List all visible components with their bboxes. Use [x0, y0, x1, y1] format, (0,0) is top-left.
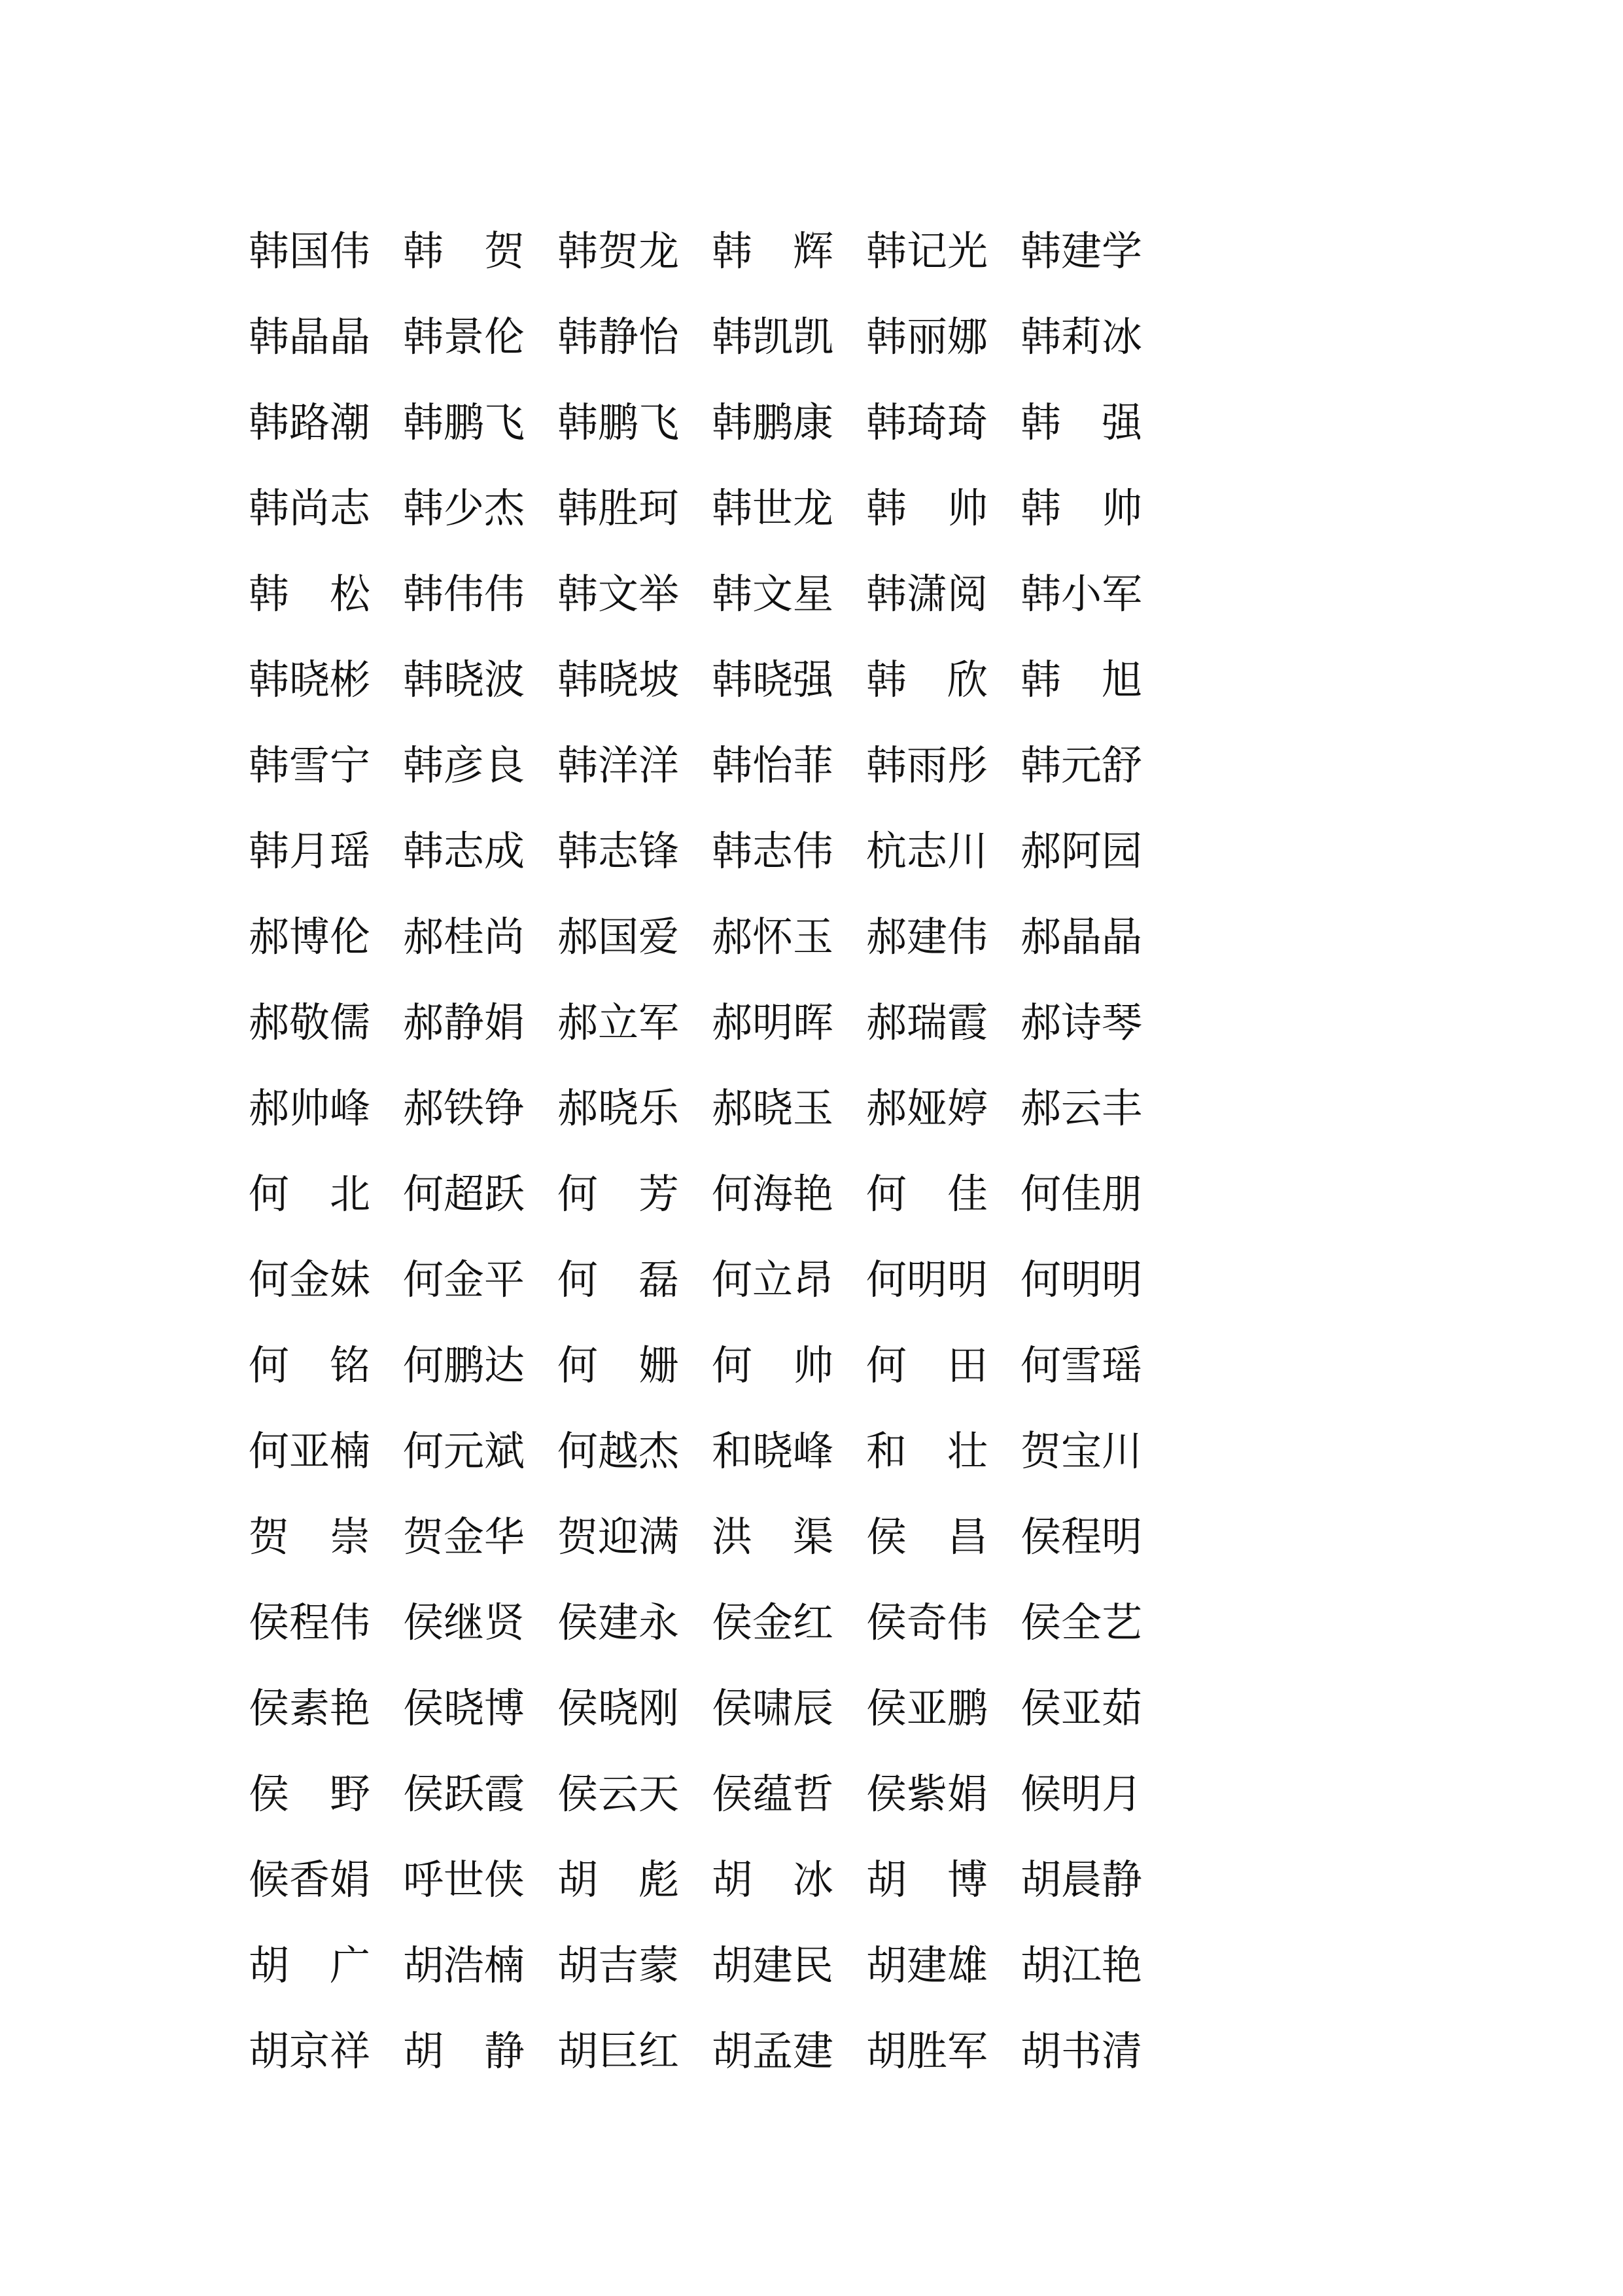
- name-row: [249, 894, 1164, 980]
- name-entry: 何超跃: [403, 1170, 525, 1218]
- name-entry: 韩莉冰: [1021, 313, 1143, 361]
- name-entry: 韩 贺: [403, 227, 525, 275]
- name-list: [249, 208, 1164, 2094]
- name-entry: 胡吉蒙: [557, 1941, 680, 1989]
- name-entry: 洪 渠: [712, 1513, 834, 1561]
- name-entry: 何鹏达: [403, 1341, 525, 1389]
- name-row: [249, 980, 1164, 1065]
- name-row: [249, 1151, 1164, 1237]
- name-entry: 韩文星: [712, 570, 834, 618]
- name-entry: 何海艳: [712, 1170, 834, 1218]
- name-entry: 韩志伟: [712, 827, 834, 875]
- name-entry: 何亚楠: [249, 1427, 371, 1475]
- name-entry: 韩小军: [1021, 570, 1143, 618]
- name-entry: 韩 旭: [1021, 656, 1143, 703]
- name-entry: 何雪瑶: [1021, 1341, 1143, 1389]
- name-row: [249, 1665, 1164, 1751]
- name-row: [249, 1580, 1164, 1665]
- name-entry: 郝怀玉: [712, 913, 834, 961]
- name-entry: 候香娟: [249, 1856, 371, 1903]
- name-entry: 韩景伦: [403, 313, 525, 361]
- name-entry: 郝铁铮: [403, 1084, 525, 1132]
- name-entry: 胡巨红: [557, 2027, 680, 2075]
- name-entry: 侯 野: [249, 1770, 371, 1818]
- name-entry: 韩静怡: [557, 313, 680, 361]
- name-entry: 韩少杰: [403, 484, 525, 532]
- name-entry: 呼世侠: [403, 1856, 525, 1903]
- name-entry: 郝明晖: [712, 998, 834, 1046]
- name-entry: 何 磊: [557, 1256, 680, 1303]
- name-entry: 何元斌: [403, 1427, 525, 1475]
- name-entry: 何明明: [866, 1256, 988, 1303]
- name-row: [249, 208, 1164, 294]
- name-entry: 郝娅婷: [866, 1084, 988, 1132]
- name-row: [249, 637, 1164, 722]
- name-entry: 何明明: [1021, 1256, 1143, 1303]
- name-entry: 何 北: [249, 1170, 371, 1218]
- name-entry: 郝诗琴: [1021, 998, 1143, 1046]
- name-entry: 郝静娟: [403, 998, 525, 1046]
- name-entry: 侯金红: [712, 1598, 834, 1646]
- name-entry: 韩鹏康: [712, 398, 834, 446]
- name-entry: 侯跃霞: [403, 1770, 525, 1818]
- name-entry: 韩潇阅: [866, 570, 988, 618]
- name-entry: 韩记光: [866, 227, 988, 275]
- name-row: [249, 1922, 1164, 2008]
- name-row: [249, 1065, 1164, 1151]
- name-entry: 胡晨静: [1021, 1856, 1143, 1903]
- name-entry: 和晓峰: [712, 1427, 834, 1475]
- name-entry: 韩尚志: [249, 484, 371, 532]
- name-entry: 何立昂: [712, 1256, 834, 1303]
- name-entry: 侯晓刚: [557, 1684, 680, 1732]
- name-entry: 郝阿园: [1021, 827, 1143, 875]
- name-entry: 韩伟伟: [403, 570, 525, 618]
- name-entry: 胡孟建: [712, 2027, 834, 2075]
- name-row: [249, 1237, 1164, 1322]
- name-row: [249, 722, 1164, 808]
- name-entry: 胡 静: [403, 2027, 525, 2075]
- name-entry: 侯全艺: [1021, 1598, 1143, 1646]
- name-row: [249, 551, 1164, 637]
- name-entry: 候明月: [1021, 1770, 1143, 1818]
- name-entry: 郝云丰: [1021, 1084, 1143, 1132]
- name-entry: 侯建永: [557, 1598, 680, 1646]
- name-entry: 韩丽娜: [866, 313, 988, 361]
- name-entry: 侯继贤: [403, 1598, 525, 1646]
- name-row: [249, 1322, 1164, 1408]
- name-entry: 何 铭: [249, 1341, 371, 1389]
- name-entry: 郝帅峰: [249, 1084, 371, 1132]
- name-entry: 贺迎满: [557, 1513, 680, 1561]
- name-entry: 何 芳: [557, 1170, 680, 1218]
- name-entry: 侯素艳: [249, 1684, 371, 1732]
- name-entry: 侯亚茹: [1021, 1684, 1143, 1732]
- name-entry: 郝敬儒: [249, 998, 371, 1046]
- name-entry: 韩世龙: [712, 484, 834, 532]
- name-entry: 郝建伟: [866, 913, 988, 961]
- name-entry: 韩志锋: [557, 827, 680, 875]
- name-entry: 何金妹: [249, 1256, 371, 1303]
- name-entry: 杭志川: [866, 827, 988, 875]
- name-entry: 韩晓彬: [249, 656, 371, 703]
- name-entry: 胡胜军: [866, 2027, 988, 2075]
- name-entry: 郝立军: [557, 998, 680, 1046]
- name-entry: 郝晓玉: [712, 1084, 834, 1132]
- name-row: [249, 808, 1164, 894]
- name-entry: 韩鹏飞: [403, 398, 525, 446]
- name-entry: 韩元舒: [1021, 741, 1143, 789]
- name-entry: 侯紫娟: [866, 1770, 988, 1818]
- name-entry: 胡 彪: [557, 1856, 680, 1903]
- name-row: [249, 465, 1164, 551]
- name-entry: 韩晓强: [712, 656, 834, 703]
- name-entry: 贺宝川: [1021, 1427, 1143, 1475]
- name-row: [249, 1837, 1164, 1922]
- name-row: [249, 1494, 1164, 1580]
- name-entry: 韩志成: [403, 827, 525, 875]
- name-entry: 侯程明: [1021, 1513, 1143, 1561]
- name-entry: 韩建学: [1021, 227, 1143, 275]
- name-entry: 何 佳: [866, 1170, 988, 1218]
- name-entry: 郝国爱: [557, 913, 680, 961]
- name-entry: 侯 昌: [866, 1513, 988, 1561]
- name-entry: 郝桂尚: [403, 913, 525, 961]
- name-entry: 韩晶晶: [249, 313, 371, 361]
- name-entry: 韩凯凯: [712, 313, 834, 361]
- name-entry: 贺 崇: [249, 1513, 371, 1561]
- name-row: [249, 2008, 1164, 2094]
- name-entry: 韩晓坡: [557, 656, 680, 703]
- name-entry: 胡 博: [866, 1856, 988, 1903]
- name-entry: 韩文举: [557, 570, 680, 618]
- name-entry: 韩 辉: [712, 227, 834, 275]
- name-entry: 韩国伟: [249, 227, 371, 275]
- name-entry: 何金平: [403, 1256, 525, 1303]
- name-entry: 何佳朋: [1021, 1170, 1143, 1218]
- name-row: [249, 294, 1164, 380]
- name-entry: 和 壮: [866, 1427, 988, 1475]
- name-entry: 侯奇伟: [866, 1598, 988, 1646]
- name-row: [249, 1408, 1164, 1494]
- name-entry: 侯云天: [557, 1770, 680, 1818]
- name-entry: 韩 帅: [1021, 484, 1143, 532]
- name-entry: 胡浩楠: [403, 1941, 525, 1989]
- name-entry: 韩月瑶: [249, 827, 371, 875]
- name-entry: 韩 帅: [866, 484, 988, 532]
- name-entry: 韩 欣: [866, 656, 988, 703]
- name-entry: 郝晓乐: [557, 1084, 680, 1132]
- name-entry: 韩彦良: [403, 741, 525, 789]
- name-entry: 胡书清: [1021, 2027, 1143, 2075]
- name-entry: 韩琦琦: [866, 398, 988, 446]
- name-entry: 侯亚鹏: [866, 1684, 988, 1732]
- name-row: [249, 380, 1164, 465]
- name-entry: 郝晶晶: [1021, 913, 1143, 961]
- name-entry: 韩洋洋: [557, 741, 680, 789]
- name-entry: 韩鹏飞: [557, 398, 680, 446]
- name-entry: 侯啸辰: [712, 1684, 834, 1732]
- name-entry: 胡 广: [249, 1941, 371, 1989]
- name-entry: 韩雪宁: [249, 741, 371, 789]
- name-entry: 韩路潮: [249, 398, 371, 446]
- name-entry: 韩 松: [249, 570, 371, 618]
- name-entry: 胡建雄: [866, 1941, 988, 1989]
- name-entry: 韩 强: [1021, 398, 1143, 446]
- name-entry: 胡京祥: [249, 2027, 371, 2075]
- name-entry: 贺金华: [403, 1513, 525, 1561]
- name-entry: 侯蕴哲: [712, 1770, 834, 1818]
- name-entry: 何 帅: [712, 1341, 834, 1389]
- name-entry: 胡 冰: [712, 1856, 834, 1903]
- name-entry: 侯程伟: [249, 1598, 371, 1646]
- name-entry: 韩胜珂: [557, 484, 680, 532]
- name-entry: 侯晓博: [403, 1684, 525, 1732]
- name-entry: 韩怡菲: [712, 741, 834, 789]
- name-entry: 郝瑞霞: [866, 998, 988, 1046]
- name-entry: 韩晓波: [403, 656, 525, 703]
- name-entry: 韩雨彤: [866, 741, 988, 789]
- name-entry: 胡建民: [712, 1941, 834, 1989]
- name-entry: 何 姗: [557, 1341, 680, 1389]
- name-entry: 郝博伦: [249, 913, 371, 961]
- name-entry: 何 田: [866, 1341, 988, 1389]
- name-entry: 何越杰: [557, 1427, 680, 1475]
- name-entry: 胡江艳: [1021, 1941, 1143, 1989]
- name-row: [249, 1751, 1164, 1837]
- name-entry: 韩贺龙: [557, 227, 680, 275]
